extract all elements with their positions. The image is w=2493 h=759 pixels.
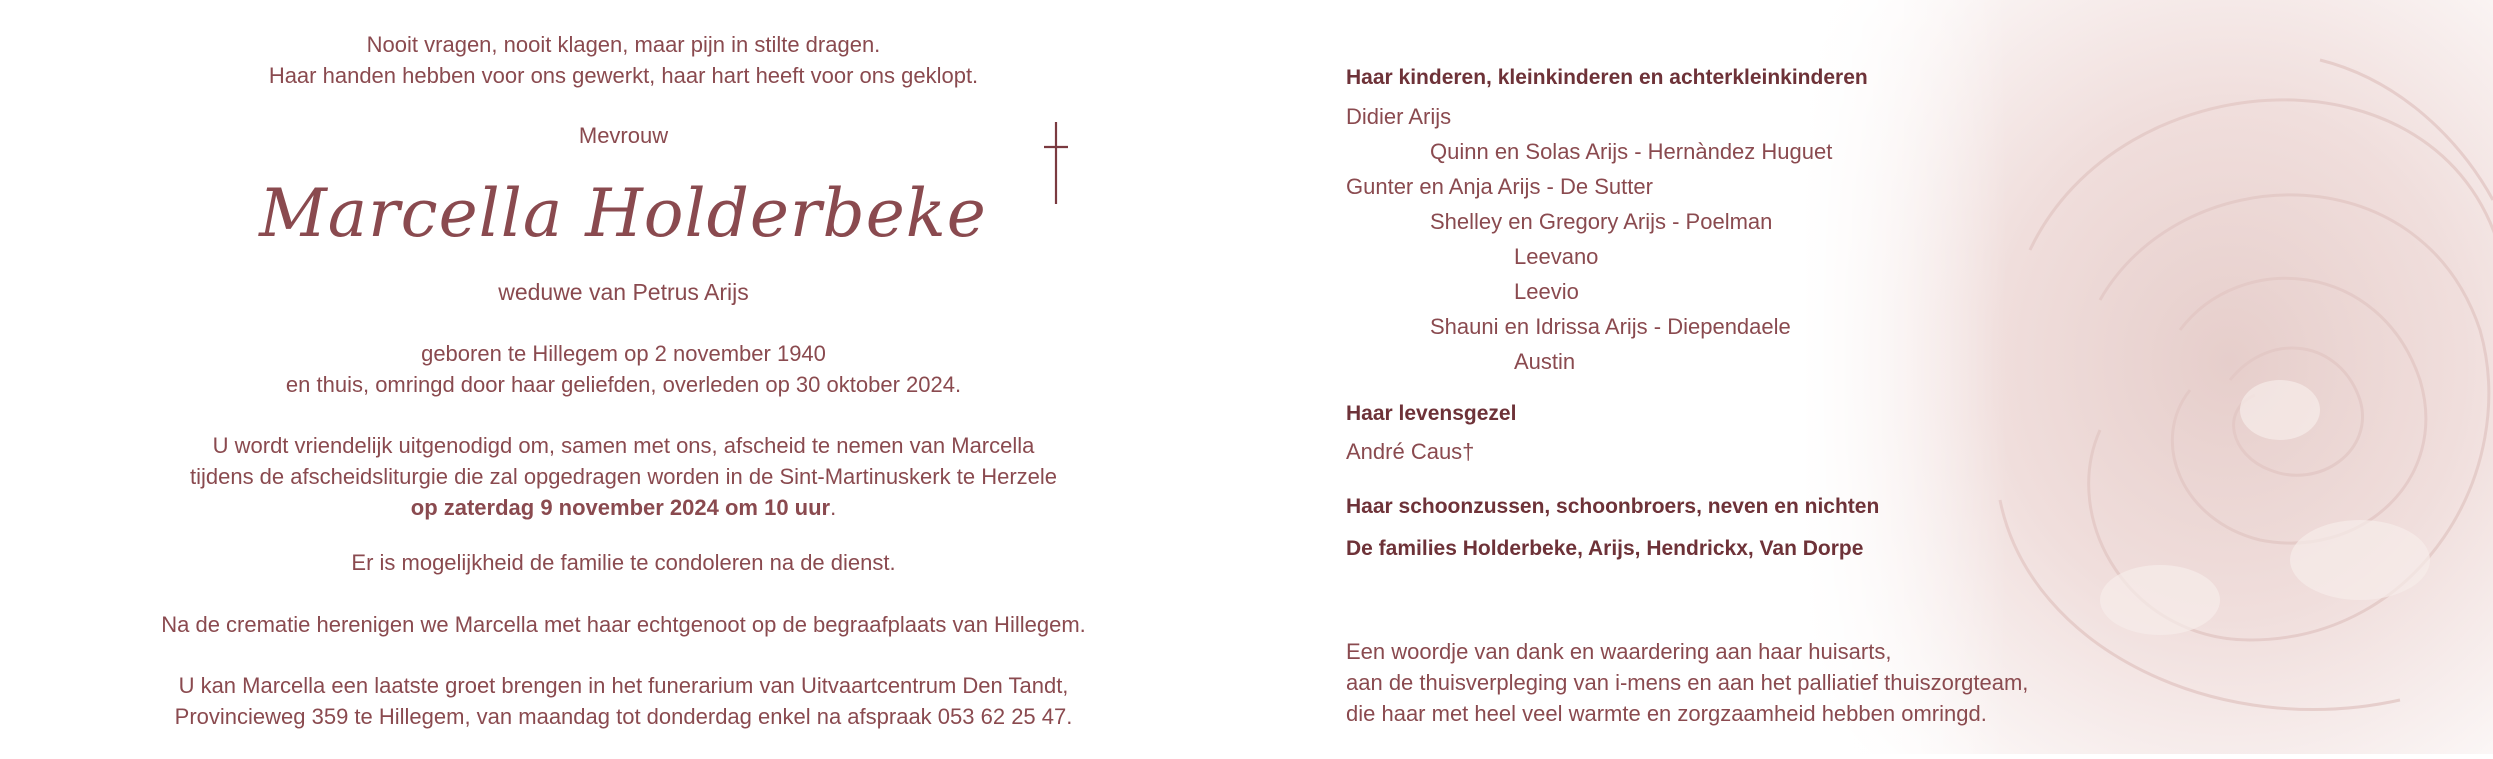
visit-line-1: U kan Marcella een laatste groet brengen in het funerarium van Uitvaartcentrum Den Tandt, <box>178 673 1069 698</box>
families-heading: De families Holderbeke, Arijs, Hendrickx, Van Dorpe <box>1346 537 1864 560</box>
cross-icon <box>1040 120 1072 206</box>
family-member: Leevio <box>1514 279 1579 304</box>
thanks-line-2: aan de thuisverpleging van i-mens en aan het palliatief thuiszorgteam, <box>1346 670 2029 695</box>
thanks-line-1: Een woordje van dank en waardering aan haar huisarts, <box>1346 639 1892 664</box>
deceased-name: Marcella Holderbeke <box>259 175 987 252</box>
family-member: Shelley en Gregory Arijs - Poelman <box>1430 209 1773 234</box>
partner-heading: Haar levensgezel <box>1346 402 1517 425</box>
widow-line: weduwe van Petrus Arijs <box>498 279 749 305</box>
title-mevrouw: Mevrouw <box>578 123 669 148</box>
family-member: Leevano <box>1514 244 1599 269</box>
left-panel <box>0 0 1247 754</box>
invite-line-1: U wordt vriendelijk uitgenodigd om, samen met ons, afscheid te nemen van Marcella <box>212 433 1035 458</box>
visit-line-2: Provincieweg 359 te Hillegem, van maandag tot donderdag enkel na afspraak 053 62 25 47. <box>174 704 1073 729</box>
invite-line-2: tijdens de afscheidsliturgie die zal opgedragen worden in de Sint-Martinuskerk te Herzele <box>189 464 1058 489</box>
quote-line-2: Haar handen hebben voor ons gewerkt, haar hart heeft voor ons geklopt. <box>268 63 979 88</box>
family-member: Austin <box>1514 349 1576 374</box>
invite-date-line <box>150 492 1097 523</box>
quote-line-1: Nooit vragen, nooit klagen, maar pijn in stilte dragen. <box>366 32 881 57</box>
thanks-line-3: die haar met heel veel warmte en zorgzaamheid hebben omringd. <box>1346 701 1987 726</box>
born-line: geboren te Hillegem op 2 november 1940 <box>421 341 826 366</box>
family-member: Didier Arijs <box>1346 104 1452 129</box>
deceased-name-svg <box>259 148 987 278</box>
died-line: en thuis, omringd door haar geliefden, overleden op 30 oktober 2024. <box>285 372 962 397</box>
children-heading: Haar kinderen, kleinkinderen en achterkleinkinderen <box>1346 66 1868 89</box>
family-member: Gunter en Anja Arijs - De Sutter <box>1346 174 1653 199</box>
invite-date: op zaterdag 9 november 2024 om 10 uur <box>410 495 831 520</box>
family-member: Quinn en Solas Arijs - Hernàndez Huguet <box>1430 139 1833 164</box>
invite-date-suffix: . <box>830 495 837 520</box>
partner-name: André Caus† <box>1346 439 1475 464</box>
deceased-name-script <box>259 148 987 278</box>
family-member: Shauni en Idrissa Arijs - Diependaele <box>1430 314 1791 339</box>
condolence-line: Er is mogelijkheid de familie te condoleren na de dienst. <box>351 550 896 575</box>
in-laws-heading: Haar schoonzussen, schoonbroers, neven en nichten <box>1346 495 1880 518</box>
right-panel <box>1346 0 2446 754</box>
cremation-line: Na de crematie herenigen we Marcella met haar echtgenoot op de begraafplaats van Hillegem. <box>161 612 1086 637</box>
